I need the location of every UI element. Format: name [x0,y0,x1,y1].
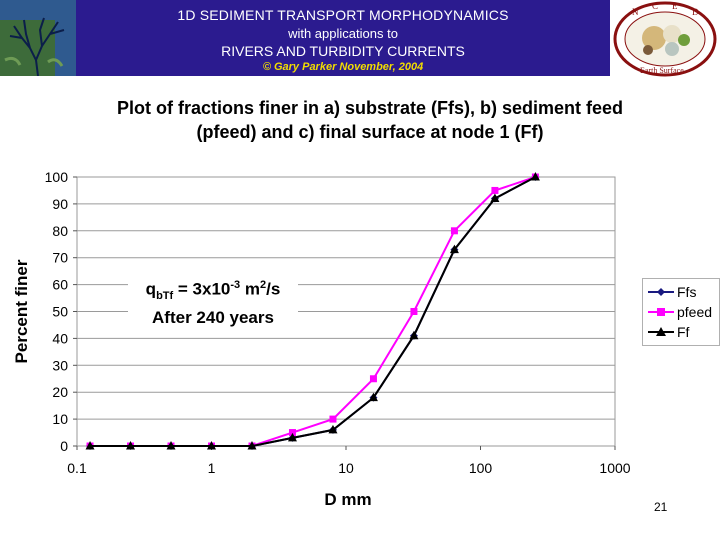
legend-item-ffs [647,283,717,301]
annotation-line2: After 240 years [152,308,274,328]
x-tick-label: 0.1 [67,460,87,476]
y-tick-label: 30 [52,357,68,374]
svg-text:D: D [692,7,699,17]
data-point-pfeed [410,308,417,315]
banner-title-line2: with applications to [288,26,398,41]
annotation-box [128,274,298,329]
y-tick-label: 60 [52,276,68,293]
y-tick-label: 20 [52,384,68,401]
copyright-notice: © Gary Parker November, 2004 [262,61,424,73]
data-point-pfeed [491,187,498,194]
data-point-pfeed [370,375,377,382]
x-axis-label: D mm [324,490,372,509]
banner-title-line3: RIVERS AND TURBIDITY CURRENTS [221,43,465,59]
legend-marker-pfeed [647,306,675,318]
svg-text:N: N [632,7,639,17]
x-tick-label: 10 [338,460,354,476]
x-tick-label: 100 [468,460,493,476]
y-tick-label: 90 [52,195,68,212]
legend-label-ffs: Ffs [677,284,697,300]
annotation-q-unit-exponent: 2 [260,279,267,291]
y-tick-label: 80 [52,222,68,239]
slide-number: 21 [654,500,668,514]
y-axis-label: Percent finer [12,259,31,364]
svg-text:Earth Surface: Earth Surface [640,66,684,75]
annotation-q: q [145,279,157,299]
x-tick-label: 1000 [599,460,631,476]
annotation-line1 [128,274,298,307]
annotation-q-subscript: bTf [156,290,174,303]
y-tick-label: 10 [52,411,68,428]
legend-item-pfeed [647,303,717,321]
legend-label-pfeed: pfeed [677,304,713,320]
annotation-q-exponent: -3 [230,279,241,291]
y-tick-label: 40 [52,330,68,347]
legend-marker-ff [647,326,675,338]
y-tick-label: 100 [44,169,68,185]
svg-text:E: E [672,1,678,11]
banner-title-line1: 1D SEDIMENT TRANSPORT MORPHODYNAMICS [177,7,509,23]
data-point-pfeed [329,416,336,423]
y-tick-label: 0 [60,438,68,454]
data-point-pfeed [451,227,458,234]
legend-label-ff: Ff [677,324,690,340]
annotation-q-unit: m [240,279,260,299]
annotation-q-value: = 3x10 [173,279,231,299]
chart-legend [642,278,720,346]
y-tick-label: 50 [52,303,68,320]
x-tick-label: 1 [207,460,216,476]
legend-marker-ffs [647,286,675,298]
svg-text:C: C [652,1,659,11]
y-tick-label: 70 [52,249,68,266]
annotation-q-unit-tail: /s [266,279,281,299]
chart-title-line2: (pfeed) and c) final surface at node 1 (Ff) [196,122,544,142]
legend-item-ff [647,323,717,341]
chart-title-line1: Plot of fractions finer in a) substrate (Ffs), b) sediment feed [116,98,624,118]
